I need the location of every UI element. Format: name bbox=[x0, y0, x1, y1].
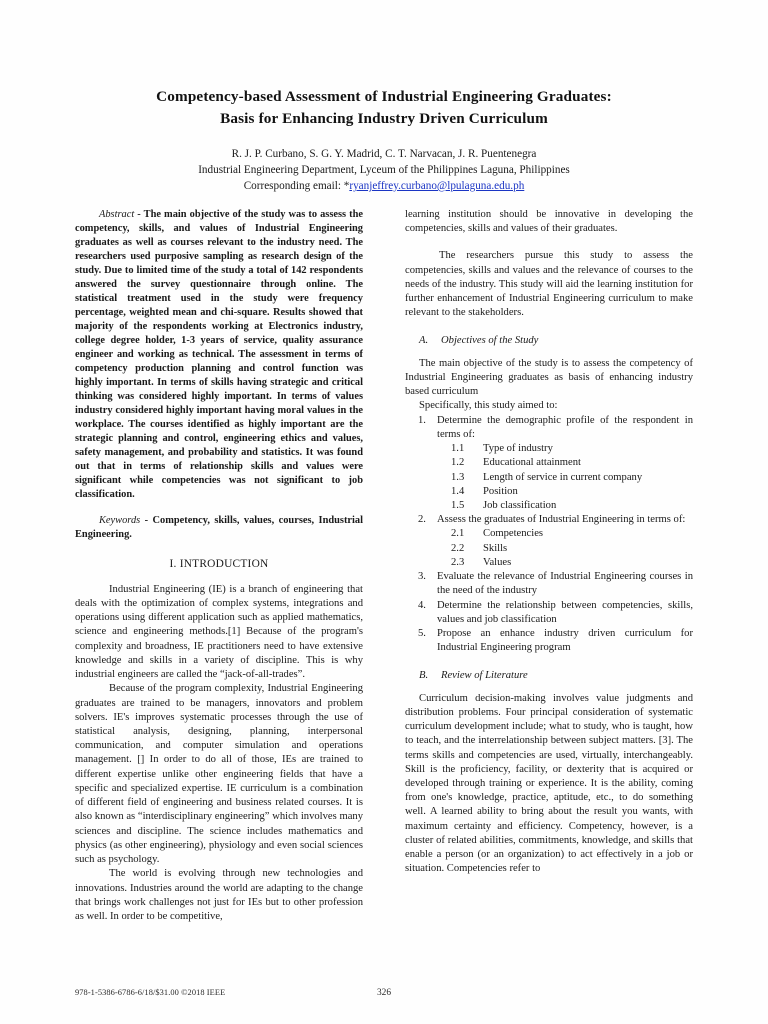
objective-subtext-1-1: Type of industry bbox=[483, 443, 553, 455]
abstract-text: The main objective of the study was to assess the competency, skills, and values of Industrial Engineering graduates as well as courses relevant to the industry need. The researchers used purposive sampling as research design of the study. Due to limited time of the study a total of 142 respondents answered the survey questionnaire through online. The statistical treatment used in the study were frequency percentage, weighted mean and chi-square. Results showed that majority of the respondents working at Electronics industry, college degree holder, 1-3 years of service, quality assurance engineer and working as technical. The assessment in terms of competency production planning and control function was highly important. In terms of skills having strategic and critical thinking was considered highly important. In terms of values industry considered highly important having moral values in the workplace. The courses identified as highly important are the strategic planning and control, engineering ethics and values, safety management, and probability and statistics. It was found out that in terms of relationship skills and values were significant while competencies was not significant to job classification. bbox=[75, 209, 363, 500]
abstract-label: Abstract bbox=[99, 209, 135, 220]
objective-number-3: 3. bbox=[418, 571, 426, 583]
intro-paragraph-5: The researchers pursue this study to assess the competencies, skills and values and the relevance of courses to the needs of the industry. This study will aid the learning institution for further enhancement of Industrial Engineering curriculum to make relevant to the stakeholders. bbox=[405, 250, 693, 319]
objective-subnumber-1-3: 1.3 bbox=[451, 471, 465, 483]
subsection-title-review: Review of Literature bbox=[441, 669, 528, 681]
objective-subtext-1-3: Length of service in current company bbox=[483, 471, 643, 483]
objective-item-1 bbox=[405, 414, 693, 514]
objective-subtext-1-5: Job classification bbox=[483, 499, 557, 511]
objective-subtext-1-2: Educational attainment bbox=[483, 457, 581, 469]
objective-subnumber-1-5: 1.5 bbox=[451, 499, 465, 511]
title-line-2: Basis for Enhancing Industry Driven Curriculum bbox=[220, 109, 548, 127]
affiliation: Industrial Engineering Department, Lyceum of the Philippines Laguna, Philippines bbox=[198, 164, 570, 177]
section-heading-introduction: I. INTRODUCTION bbox=[169, 557, 269, 570]
intro-paragraph-3: The world is evolving through new technologies and innovations. Industries around the world are adapting to the change that brings work challenges not just for IEs but to other profession as well. In order to be competitive, bbox=[75, 868, 363, 923]
objective-subitem-1-4 bbox=[437, 485, 693, 499]
subsection-heading-objectives bbox=[405, 335, 693, 346]
intro-paragraph-1: Industrial Engineering (IE) is a branch of engineering that deals with the optimization of complex systems, integrations and operations using different application such as applied mathematics, science and engineering methods.[1] Because of the program's complexity and broadness, IE practitioners need to have extensive knowledge and skills in a variety of discipline. This is why industrial engineers are called the “jack-of-all-trades”. bbox=[75, 583, 363, 681]
page-title bbox=[75, 86, 693, 129]
objective-subnumber-2-1: 2.1 bbox=[451, 528, 465, 540]
objective-text-3: Evaluate the relevance of Industrial Engineering courses in the need of the industry bbox=[437, 571, 693, 597]
footer-isbn-copyright: 978-1-5386-6786-6/18/$31.00 ©2018 IEEE bbox=[75, 988, 226, 997]
objective-text-1: Determine the demographic profile of the respondent in terms of: bbox=[437, 414, 693, 440]
intro-paragraph-2: Because of the program complexity, Industrial Engineering graduates are trained to be managers, innovators and problem solvers. IE's improves systematic processes through the use of statistical analysis, designing, planning, interpersonal communication, and computer simulation and operations management. [] In order to do all of those, IEs are trained to different expertise unlike other engineering fields that have a specific and specialized expertise. IE curriculum is a combination of different field of engineering and business related courses. It is also known as “interdisciplinary engineering” which involves many sciences and discipline. The science includes mathematics and physics (as other engineering), physiology and even social sciences such as psychology. bbox=[75, 683, 363, 866]
objective-subtext-2-2: Skills bbox=[483, 542, 508, 554]
objective-item-4 bbox=[405, 599, 693, 627]
objective-subtext-2-1: Competencies bbox=[483, 528, 544, 540]
title-line-1: Competency-based Assessment of Industrial Engineering Graduates: bbox=[156, 88, 612, 105]
objective-number-1: 1. bbox=[418, 414, 426, 426]
objective-subitem-2-3 bbox=[437, 556, 693, 570]
objective-item-5 bbox=[405, 627, 693, 655]
keywords-separator: - bbox=[140, 514, 153, 526]
keywords-text: Competency, skills, values, courses, Industrial Engineering. bbox=[75, 514, 363, 540]
column-right bbox=[405, 208, 693, 953]
objective-item-3 bbox=[405, 570, 693, 598]
intro-paragraph-4-continued: learning institution should be innovative in developing the competencies, skills and values of their graduates. bbox=[405, 209, 693, 235]
objective-subtext-2-3: Values bbox=[483, 556, 512, 568]
objective-text-5: Propose an enhance industry driven curriculum for Industrial Engineering program bbox=[437, 628, 693, 654]
objective-text-4: Determine the relationship between competencies, skills, values and job classification bbox=[437, 599, 693, 625]
subsection-heading-review bbox=[405, 670, 693, 681]
keywords-paragraph bbox=[75, 514, 363, 542]
objective-subitem-1-3 bbox=[437, 471, 693, 485]
objective-number-4: 4. bbox=[418, 599, 426, 611]
abstract-paragraph bbox=[75, 208, 363, 502]
keywords-label: Keywords bbox=[99, 514, 141, 526]
subsection-title-objectives: Objectives of the Study bbox=[441, 334, 539, 346]
abstract-separator: - bbox=[134, 209, 144, 220]
review-paragraph-1: Curriculum decision-making involves value judgments and distribution problems. Four principal consideration of systematic curriculum development include; what to study, who is taught, how to teach, and the interrelationship between subject matters. [3]. The terms skills and competencies are used, virtually, interchangeably. Skill is the proficiency, facility, or dexterity that is acquired or developed through training or experience. It is the ability, coming from one's knowledge, practice, aptitude, etc., to do something well. A learned ability to bring about the result you wants, with maximum certainty and efficiency. Competency, however, is a cluster of related abilities, commitments, knowledge, and skills that enable a person (or an organization) to act effectively in a job or situation. Competencies refer to bbox=[405, 692, 693, 875]
objective-subitem-2-1 bbox=[437, 527, 693, 541]
objective-subnumber-1-1: 1.1 bbox=[451, 443, 465, 455]
objective-item-2 bbox=[405, 513, 693, 570]
author-list: R. J. P. Curbano, S. G. Y. Madrid, C. T. Narvacan, J. R. Puentenegra bbox=[231, 148, 537, 161]
objectives-intro: The main objective of the study is to assess the competency of Industrial Engineering graduates as basis of enhancing industry based curriculum bbox=[405, 357, 693, 398]
objective-subnumber-2-2: 2.2 bbox=[451, 542, 465, 554]
title-block bbox=[75, 86, 693, 195]
objective-subnumber-2-3: 2.3 bbox=[451, 556, 465, 568]
objective-subnumber-1-2: 1.2 bbox=[451, 457, 465, 469]
objective-subitem-1-2 bbox=[437, 456, 693, 470]
objective-number-5: 5. bbox=[418, 628, 426, 640]
objectives-lead-in: Specifically, this study aimed to: bbox=[419, 400, 558, 412]
objective-subitem-1-1 bbox=[437, 442, 693, 456]
footer-page-number: 326 bbox=[376, 988, 392, 998]
objective-sublist-1 bbox=[437, 442, 693, 513]
objective-subitem-2-2 bbox=[437, 542, 693, 556]
body-columns bbox=[75, 208, 693, 953]
corresponding-label: Corresponding email: * bbox=[243, 179, 350, 192]
objective-text-2: Assess the graduates of Industrial Engineering in terms of: bbox=[437, 514, 686, 526]
objectives-list bbox=[405, 414, 693, 656]
page-footer bbox=[75, 988, 693, 1004]
subsection-letter-a: A. bbox=[419, 334, 429, 346]
column-left bbox=[75, 208, 363, 953]
subsection-letter-b: B. bbox=[419, 669, 429, 681]
corresponding-email-link[interactable]: ryanjeffrey.curbano@lpulaguna.edu.ph bbox=[349, 179, 525, 192]
objective-subnumber-1-4: 1.4 bbox=[451, 485, 465, 497]
objective-subitem-1-5 bbox=[437, 499, 693, 513]
objective-number-2: 2. bbox=[418, 514, 426, 526]
objective-sublist-2 bbox=[437, 527, 693, 570]
objective-subtext-1-4: Position bbox=[483, 485, 518, 497]
corresponding-email-line bbox=[75, 179, 693, 195]
